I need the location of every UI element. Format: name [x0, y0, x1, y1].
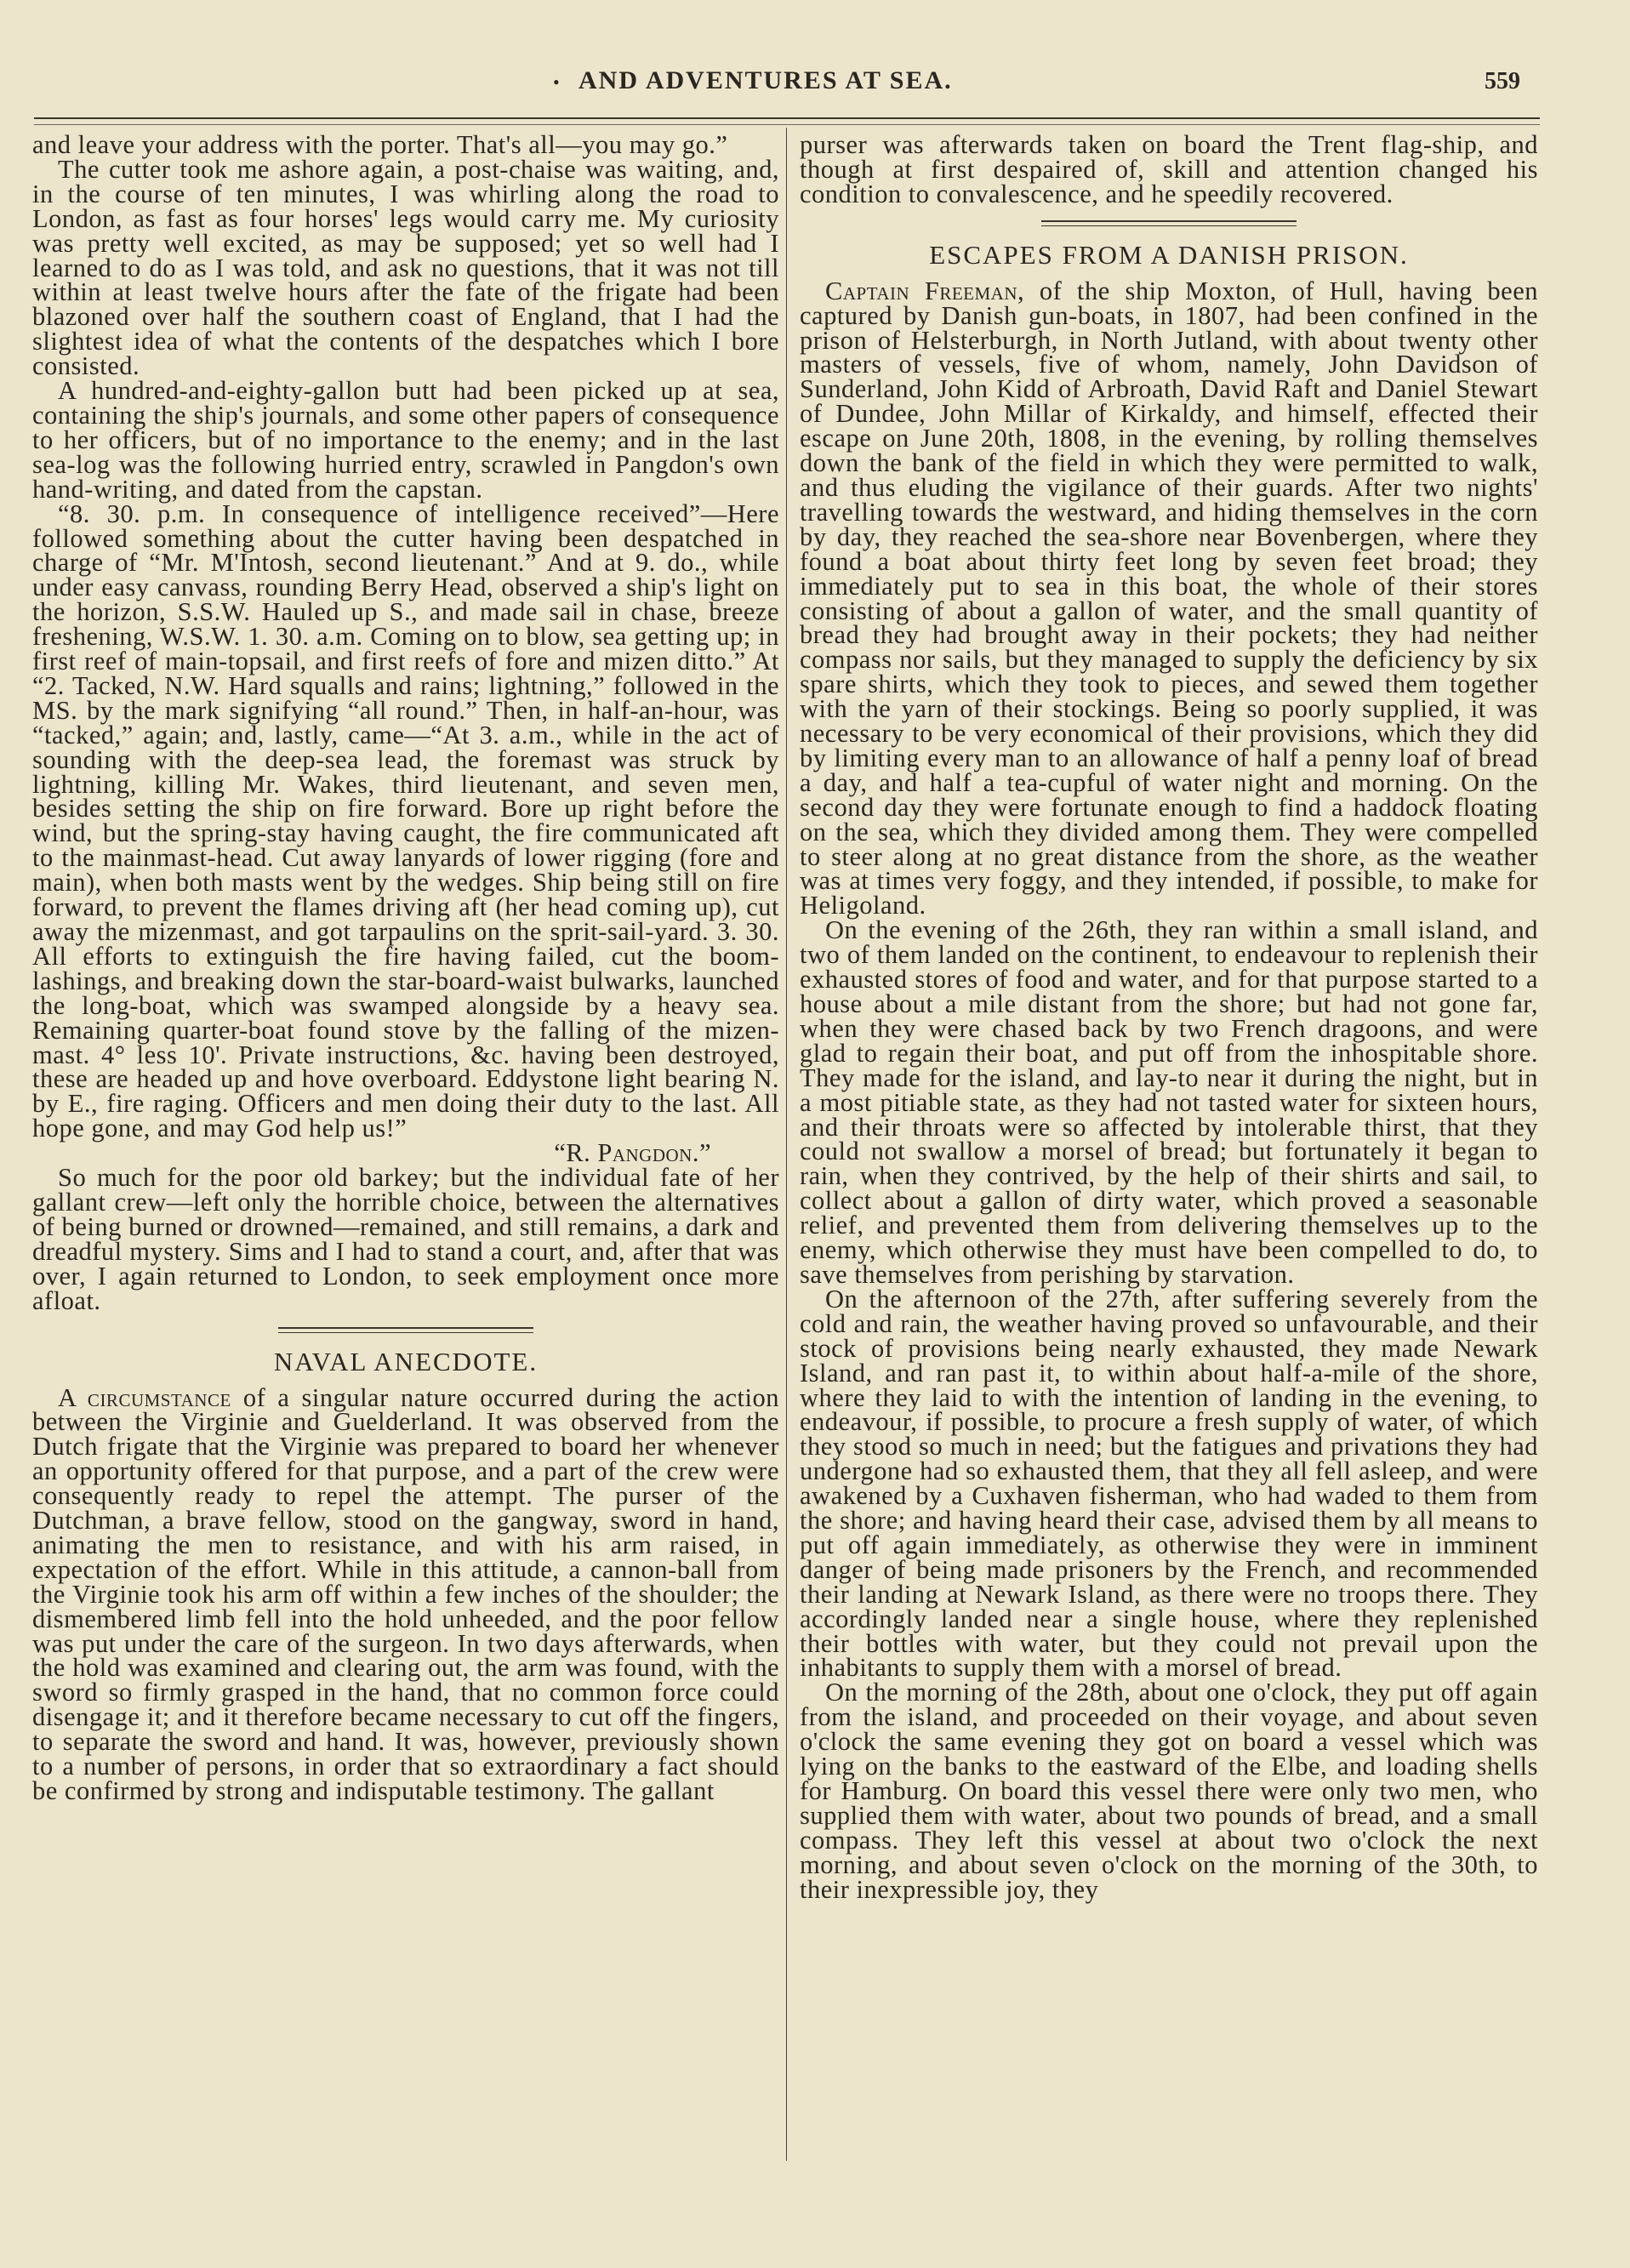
- paragraph: [32, 1382, 779, 1805]
- section-heading-danish-prison: ESCAPES FROM A DANISH PRISON.: [929, 239, 1409, 270]
- paragraph-text: , of the ship Moxton, of Hull, having been captured by Danish gun-boats, in 1807, had been confined in the prison of Helsterburgh, in North Jutland, with about twenty other masters of vessels, five of whom, namely, John Davidson of Sunderland, John Kidd of Arbroath, David Raft and Daniel Stewart of Dundee, John Millar of Kirkaldy, and himself, effected their escape on June 20th, 1808, in the evening, by rolling themselves down the bank of the field in which they were permitted to walk, and thus eluding the vigilance of their guards. After two nights' travelling towards the westward, and hiding themselves in the corn by day, they reached the sea-shore near Bovenbergen, where they found a boat about thirty feet long by seven feet broad; they immediately put to sea in this boat, the whole of their stores consisting of about a gallon of water, and the small quantity of bread they had brought away in their pockets; they had neither compass nor sails, but they managed to supply the deficiency by six spare shirts, which they took to pieces, and sewed them together with the yarn of their stockings. Being so poorly supplied, it was necessary to be very economical of their provisions, which they did by limiting every man to an allowance of half a penny loaf of bread a day, and half a tea-cupful of water night and morning. On the second day they were fortunate enough to find a haddock floating on the sea, which they divided among them. They were compelled to steer along at no great distance from the shore, as the weather was at times very foggy, and they intended, if possible, to make for Heligoland.: [800, 276, 1538, 920]
- paragraph: and leave your address with the porter. That's all—you may go.”: [32, 130, 728, 159]
- lead-small-caps: A circumstance: [58, 1382, 231, 1412]
- header-rule-thin: [34, 124, 1540, 125]
- running-head: [0, 60, 1630, 102]
- paragraph: On the morning of the 28th, about one o'clock, they put off again from the island, and proceeded on their voyage, and about seven o'clock the same evening they got on board a vessel which was lying on the banks to the eastward of the Elbe, and loading shells for Hamburg. On board this vessel there were only two men, who supplied them with water, about two pounds of bread, and a small compass. They left this vessel at about two o'clock the next morning, and about seven o'clock on the morning of the 30th, to their inexpressible joy, they: [800, 1678, 1538, 1904]
- paragraph: So much for the poor old barkey; but the individual fate of her gallant crew—left only the horrible choice, between the alternatives of being burned or drowned—remained, and still remains, a dark and dreadful mystery. Sims and I had to stand a court, and, after that was over, I again returned to London, to seek employment once more afloat.: [32, 1163, 779, 1315]
- paragraph: purser was afterwards taken on board the Trent flag-ship, and though at first despaired of, skill and attention changed his condition to convalescence, and he speedily recovered.: [800, 130, 1538, 208]
- paragraph: [800, 276, 1538, 920]
- paragraph: The cutter took me ashore again, a post-chaise was waiting, and, in the course of ten minutes, I was whirling along the road to London, as fast as four horses' legs would carry me. My curiosity was pretty well excited, as may be supposed; yet so well had I learned to do as I was told, and ask no questions, that it was not till within at least twelve hours after the fate of the frigate had been blazoned over half the southern coast of England, that I had the slightest idea of what the contents of the despatches which I bore consisted.: [32, 154, 779, 381]
- section-divider-ornament: [1041, 220, 1297, 226]
- paragraph-text: of a singular nature occurred during the action between the Virginie and Guelderland. It was observed from the Dutch frigate that the Virginie was prepared to board her whenever an opportunity offered for that purpose, and a part of the crew were consequently ready to repel the attempt. The purser of the Dutchman, a brave fellow, stood on the gangway, sword in hand, animating the men to resistance, and with his arm raised, in expectation of the effort. While in this attitude, a cannon-ball from the Virginie took his arm off within a few inches of the shoulder; the dismembered limb fell into the hold unheeded, and the poor fellow was put under the care of the surgeon. In two days afterwards, when the hold was examined and clearing out, the arm was found, with the sword so firmly grasped in the hand, that no common force could disengage it; and it therefore became necessary to cut off the fingers, to separate the sword and hand. It was, however, previously shown to a number of persons, in order that so extraordinary a fact should be confirmed by strong and indisputable testimony. The gallant: [32, 1382, 779, 1805]
- running-title: AND ADVENTURES AT SEA.: [578, 66, 953, 94]
- printer-mark: •: [553, 71, 560, 93]
- page-number: 559: [1485, 68, 1520, 94]
- header-rule: [34, 117, 1540, 119]
- log-entry-paragraph: “8. 30. p.m. In consequence of intelligence received”—Here followed something about the cutter having been despatched in charge of “Mr. M'Intosh, second lieutenant.” And at 9. do., while under easy canvass, rounding Berry Head, observed a ship's light on the horizon, S.S.W. Hauled up S., and made sail in chase, breeze freshening, W.S.W. 1. 30. a.m. Coming on to blow, sea getting up; in first reef of main-topsail, and first reefs of fore and mizen ditto.” At “2. Tacked, N.W. Hard squalls and rains; lightning,” followed in the MS. by the mark signifying “all round.” Then, in half-an-hour, was “tacked,” again; and, lastly, came—“At 3. a.m., while in the act of sounding with the deep-sea lead, the foremast was struck by lightning, killing Mr. Wakes, third lieutenant, and seven men, besides setting the ship on fire forward. Bore up right before the wind, but the spring-stay having caught, the fire communicated aft to the mainmast-head. Cut away lanyards of lower rigging (fore and main), when both masts went by the wedges. Ship being still on fire forward, to prevent the flames driving aft (her head coming up), cut away the mizenmast, and got tarpaulins on the sprit-sail-yard. 3. 30. All efforts to extinguish the fire having failed, cut the boom-lashings, and breaking down the star-board-waist bulwarks, launched the long-boat, which was swamped alongside by a heavy sea. Remaining quarter-boat found stove by the falling of the mizen-mast. 4° less 10'. Private instructions, &c. having been destroyed, these are headed up and hove overboard. Eddystone light bearing N. by E., fire raging. Officers and men doing their duty to the last. All hope gone, and may God help us!”: [32, 499, 779, 1143]
- lead-small-caps: Captain Freeman: [825, 276, 1018, 305]
- paragraph: A hundred-and-eighty-gallon butt had been picked up at sea, containing the ship's journals, and some other papers of consequence to her officers, but of no importance to the enemy; and in the last sea-log was the following hurried entry, scrawled in Pangdon's own hand-writing, and dated from the capstan.: [32, 376, 779, 504]
- paragraph: On the afternoon of the 27th, after suffering severely from the cold and rain, the weather having proved so unfavourable, and their stock of provisions being nearly exhausted, they made Newark Island, and ran past it, to within about half-a-mile of the shore, where they laid to with the intention of landing in the evening, to endeavour, if possible, to procure a fresh supply of water, of which they stood so much in need; but the fatigues and privations they had undergone had so exhausted them, that they all fell asleep, and were awakened by a Cuxhaven fisherman, who had waded to them from the shore; and having heard their case, advised them by all means to put off again immediately, as otherwise they were in imminent danger of being made prisoners by the French, and recommended their landing at Newark Island, as there were no troops there. They accordingly landed near a single house, where they replenished their bottles with water, but they could not prevail upon the inhabitants to supply them with a morsel of bread.: [800, 1284, 1538, 1683]
- right-column: [800, 130, 1538, 1904]
- column-divider: [786, 128, 787, 2161]
- signature: “R. Pangdon.”: [554, 1138, 711, 1168]
- left-column: [32, 130, 779, 1805]
- section-heading-naval-anecdote: NAVAL ANECDOTE.: [273, 1346, 539, 1376]
- section-divider-ornament: [278, 1327, 533, 1333]
- paragraph: On the evening of the 26th, they ran within a small island, and two of them landed on the continent, to endeavour to replenish their exhausted stores of food and water, and for that purpose started to a house about a mile distant from the shore; but had not gone far, when they were chased back by two French dragoons, and were glad to regain their boat, and put off from the inhospitable shore. They made for the island, and lay-to near it during the night, but in a most pitiable state, as they had not tasted water for sixteen hours, and their throats were so affected by intolerable thirst, that they could not swallow a morsel of bread; but fortunately it began to rain, when they contrived, by the help of their shirts and sail, to collect about a gallon of dirty water, which proved a seasonable relief, and prevented them from delivering themselves up to the enemy, which otherwise they must have been compelled to do, to save themselves from perishing by starvation.: [800, 915, 1538, 1289]
